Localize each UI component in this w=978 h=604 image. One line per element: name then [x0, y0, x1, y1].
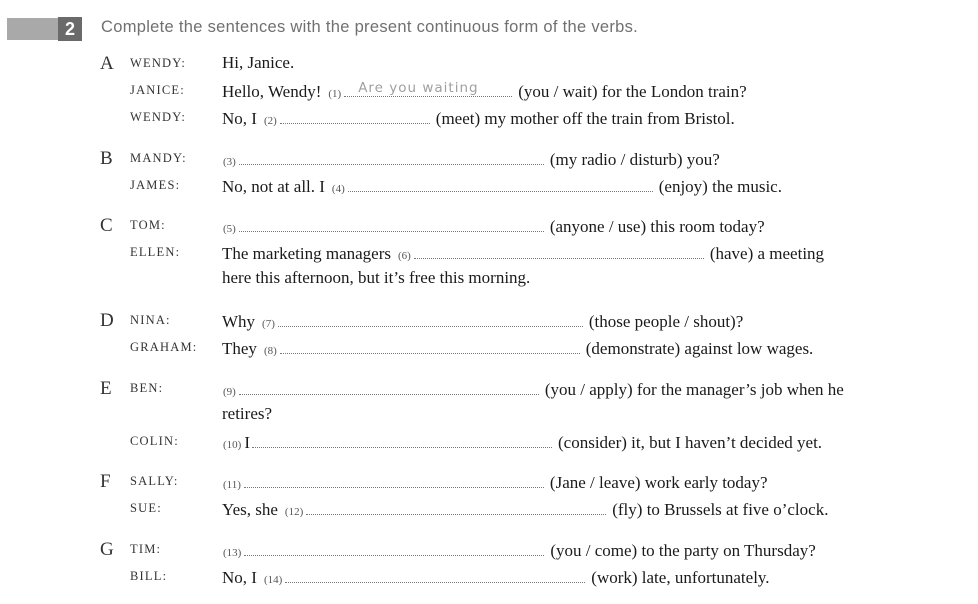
- line-text: [222, 148, 720, 170]
- dialogue-line: [0, 107, 978, 131]
- item-number: (14): [263, 574, 283, 586]
- text-before: No, I: [222, 109, 257, 128]
- exercise-header: [0, 14, 978, 42]
- text-after: (you / wait) for the London train?: [518, 82, 747, 101]
- speaker-name: ELLEN:: [130, 245, 181, 259]
- line-text: [222, 404, 272, 424]
- header-bar: [7, 18, 62, 40]
- sample-answer: Are you waiting: [358, 80, 479, 96]
- answer-blank[interactable]: [344, 80, 512, 97]
- speaker-name: SUE:: [130, 501, 162, 515]
- line-text: [222, 53, 300, 73]
- text-after: (anyone / use) this room today?: [549, 217, 765, 236]
- dialogue-line: [0, 53, 978, 77]
- dialogue-line: [0, 242, 978, 266]
- dialogue-letter: B: [100, 148, 113, 169]
- answer-blank[interactable]: [280, 337, 580, 354]
- item-number: (2): [263, 115, 277, 127]
- text-after: (have) a meeting: [709, 244, 825, 263]
- text-after: (consider) it, but I haven’t decided yet.: [558, 433, 823, 452]
- item-number: (1): [328, 88, 342, 100]
- line-text: [222, 566, 770, 588]
- speaker-name: MANDY:: [130, 151, 187, 165]
- dialogue-letter: D: [100, 310, 114, 331]
- item-number: (8): [263, 345, 277, 357]
- item-number: (3): [223, 156, 236, 168]
- speaker-name: JAMES:: [130, 178, 181, 192]
- text-after: (my radio / disturb) you?: [549, 150, 720, 169]
- text-after: (enjoy) the music.: [658, 177, 782, 196]
- speaker-name: GRAHAM:: [130, 340, 198, 354]
- dialogue-line: [0, 566, 978, 590]
- text-after: (demonstrate) against low wages.: [585, 339, 814, 358]
- dialogue-line: [0, 215, 978, 239]
- item-number: (11): [223, 479, 241, 491]
- line-text: [222, 268, 530, 288]
- answer-blank[interactable]: [252, 431, 552, 448]
- speaker-name: BEN:: [130, 381, 164, 395]
- speaker-name: COLIN:: [130, 434, 179, 448]
- answer-blank[interactable]: [348, 175, 653, 192]
- dialogue-line: [0, 175, 978, 199]
- text-before: No, I: [222, 568, 257, 587]
- line-text: [222, 215, 765, 237]
- speaker-name: WENDY:: [130, 56, 187, 70]
- line-text: [222, 107, 735, 129]
- dialogue-line: [0, 498, 978, 522]
- line-text: [222, 471, 768, 493]
- line-text: [222, 80, 747, 102]
- dialogue-letter: F: [100, 471, 111, 492]
- item-number: (5): [223, 223, 236, 235]
- line-text: [222, 242, 824, 264]
- text-before: I: [244, 433, 250, 452]
- dialogue-line: [0, 431, 978, 455]
- speaker-name: TOM:: [130, 218, 166, 232]
- dialogue-line: [0, 80, 978, 104]
- item-number: (9): [223, 386, 236, 398]
- answer-blank[interactable]: [239, 378, 539, 395]
- dialogue-line: [0, 268, 978, 292]
- item-number: (7): [262, 318, 275, 330]
- continuation-text: retires?: [222, 404, 273, 423]
- answer-blank[interactable]: [278, 310, 583, 327]
- text-after: (you / come) to the party on Thursday?: [550, 541, 816, 560]
- dialogue-line: [0, 539, 978, 563]
- text-before: Yes, she: [222, 500, 278, 519]
- text-before: Hi, Janice.: [222, 53, 295, 72]
- dialogue-line: [0, 148, 978, 172]
- answer-blank[interactable]: [244, 471, 544, 488]
- speaker-name: SALLY:: [130, 474, 179, 488]
- speaker-name: NINA:: [130, 313, 171, 327]
- item-number: (12): [284, 506, 304, 518]
- dialogue-line: [0, 310, 978, 334]
- text-before: Why: [222, 312, 256, 331]
- line-text: [222, 337, 813, 359]
- answer-blank[interactable]: [239, 215, 544, 232]
- dialogue-line: [0, 337, 978, 361]
- line-text: [222, 175, 782, 197]
- item-number: (4): [331, 183, 345, 195]
- answer-blank[interactable]: [280, 107, 430, 124]
- dialogue-line: [0, 404, 978, 428]
- dialogue-letter: G: [100, 539, 114, 560]
- dialogue-letter: E: [100, 378, 112, 399]
- answer-blank[interactable]: [239, 148, 544, 165]
- text-before: The marketing managers: [222, 244, 391, 263]
- text-before: Hello, Wendy!: [222, 82, 322, 101]
- line-text: [222, 431, 822, 453]
- dialogue-letter: A: [100, 53, 114, 74]
- speaker-name: TIM:: [130, 542, 162, 556]
- text-before: No, not at all. I: [222, 177, 325, 196]
- exercise-instruction: Complete the sentences with the present continuous form of the verbs.: [101, 18, 639, 36]
- item-number: (10): [223, 439, 242, 451]
- text-after: (work) late, unfortunately.: [591, 568, 770, 587]
- text-after: (you / apply) for the manager’s job when he: [544, 380, 844, 399]
- continuation-text: here this afternoon, but it’s free this morning.: [222, 268, 531, 287]
- line-text: [222, 498, 828, 520]
- dialogue-line: [0, 471, 978, 495]
- exercise-number: 2: [58, 17, 82, 41]
- text-after: (fly) to Brussels at five o’clock.: [612, 500, 829, 519]
- text-before: They: [222, 339, 257, 358]
- text-after: (those people / shout)?: [588, 312, 744, 331]
- line-text: [222, 310, 743, 332]
- line-text: [222, 378, 844, 400]
- speaker-name: WENDY:: [130, 110, 187, 124]
- dialogue-letter: C: [100, 215, 113, 236]
- item-number: (6): [398, 250, 411, 262]
- text-after: (meet) my mother off the train from Bristol.: [435, 109, 735, 128]
- line-text: [222, 539, 816, 561]
- answer-blank[interactable]: [414, 242, 704, 259]
- answer-blank[interactable]: [244, 539, 544, 556]
- speaker-name: JANICE:: [130, 83, 185, 97]
- speaker-name: BILL:: [130, 569, 168, 583]
- text-after: (Jane / leave) work early today?: [549, 473, 768, 492]
- answer-blank[interactable]: [285, 566, 585, 583]
- answer-blank[interactable]: [306, 498, 606, 515]
- dialogue-line: [0, 378, 978, 402]
- item-number: (13): [223, 547, 242, 559]
